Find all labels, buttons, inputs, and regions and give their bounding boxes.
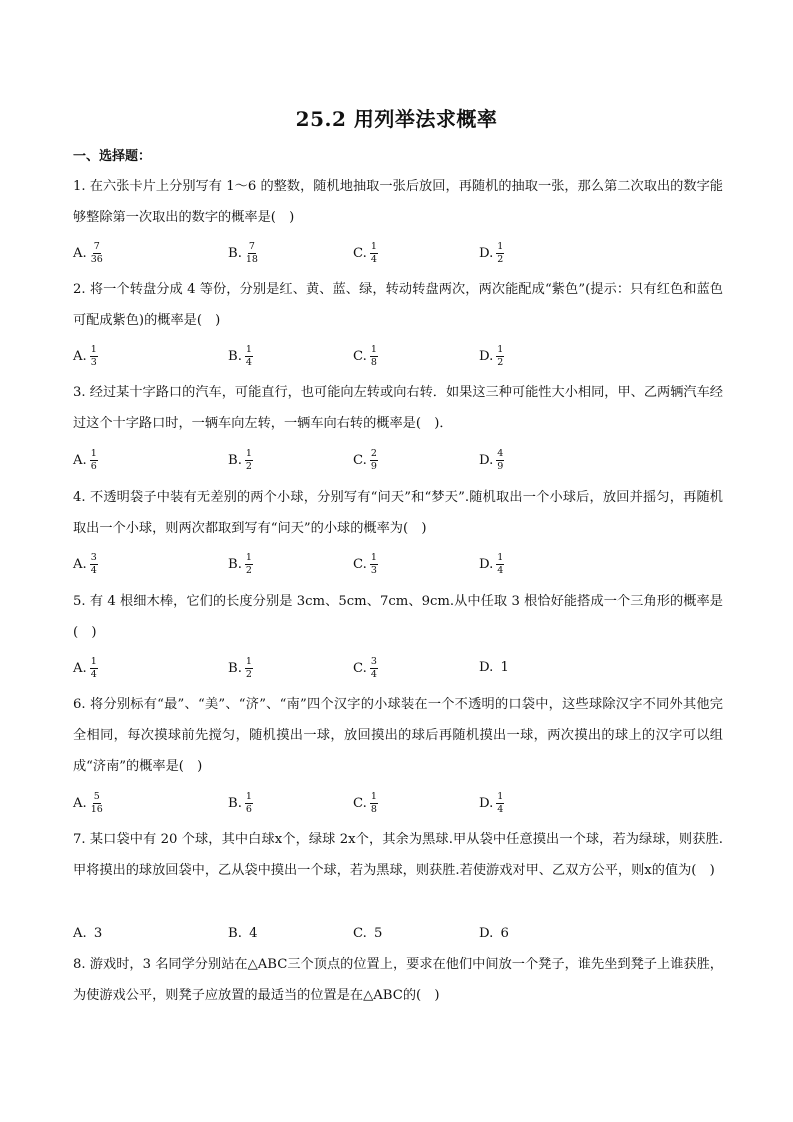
- option-label: C.: [353, 660, 367, 676]
- option-value: 4: [249, 926, 258, 941]
- option-c[interactable]: [353, 788, 378, 818]
- fraction: [90, 657, 98, 680]
- question-3-text: 3. 经过某十字路口的汽车，可能直行，也可能向左转或向右转．如果这三种可能性大小相同，甲、乙两辆汽车经过这个十字路口时，一辆车向左转，一辆车向右转的概率是( )．: [73, 385, 723, 431]
- denominator: 8: [370, 356, 377, 368]
- fraction: [245, 792, 253, 815]
- fraction: [496, 242, 504, 265]
- numerator: 1: [497, 551, 504, 563]
- option-label: C.: [353, 348, 367, 364]
- option-label: D.: [479, 660, 494, 675]
- denominator: 9: [370, 460, 377, 472]
- option-label: D.: [479, 795, 494, 811]
- question-2-options: [73, 341, 723, 371]
- fraction: [370, 345, 378, 368]
- fraction: [370, 657, 378, 680]
- denominator: 3: [90, 356, 97, 368]
- option-a[interactable]: [73, 919, 102, 949]
- denominator: 9: [497, 460, 504, 472]
- option-label: D.: [479, 245, 494, 261]
- denominator: 4: [497, 564, 504, 576]
- option-b[interactable]: [228, 238, 259, 268]
- option-label: C.: [353, 452, 367, 468]
- question-3-options: [73, 445, 723, 475]
- denominator: 6: [245, 803, 252, 815]
- question-6-text: 6. 将分别标有“最”、“美”、“济”、“南”四个汉字的小球装在一个不透明的口袋中，这些球除汉字不同外其他完全相同，每次摸球前先搅匀，随机摸出一球，放回摸出的球后再随机摸出一球，两次摸出的球上的汉字可以组成“济南”的概率是( ): [73, 697, 723, 774]
- fraction: [496, 345, 504, 368]
- option-b[interactable]: [228, 919, 257, 949]
- option-d[interactable]: [479, 919, 509, 949]
- numerator: 7: [93, 240, 100, 252]
- option-value: 3: [93, 926, 103, 941]
- option-label: A.: [73, 245, 87, 261]
- question-6-options: [73, 788, 723, 818]
- numerator: 1: [245, 551, 252, 563]
- option-label: B.: [228, 348, 242, 364]
- option-a[interactable]: [73, 238, 104, 268]
- option-label: A.: [73, 348, 87, 364]
- fraction: [90, 449, 98, 472]
- denominator: 3: [370, 564, 377, 576]
- option-d[interactable]: [479, 653, 509, 683]
- fraction: [370, 792, 378, 815]
- option-c[interactable]: [353, 445, 378, 475]
- option-label: C.: [353, 556, 367, 572]
- denominator: 4: [245, 356, 252, 368]
- fraction: [245, 657, 253, 680]
- fraction: [245, 345, 253, 368]
- numerator: 7: [248, 240, 255, 252]
- denominator: 36: [90, 253, 103, 265]
- numerator: 1: [497, 240, 504, 252]
- option-a[interactable]: [73, 788, 104, 818]
- option-c[interactable]: [353, 341, 378, 371]
- fraction: [90, 792, 104, 815]
- denominator: 6: [90, 460, 97, 472]
- numerator: 1: [370, 240, 377, 252]
- option-label: C.: [353, 926, 367, 941]
- numerator: 1: [497, 343, 504, 355]
- option-label: A.: [73, 926, 87, 941]
- fraction: [90, 242, 104, 265]
- option-label: C.: [353, 245, 367, 261]
- option-a[interactable]: [73, 341, 98, 371]
- option-b[interactable]: [228, 341, 253, 371]
- option-label: B.: [228, 452, 242, 468]
- denominator: 4: [370, 253, 377, 265]
- option-b[interactable]: [228, 653, 253, 683]
- denominator: 4: [90, 668, 97, 680]
- denominator: 2: [497, 253, 504, 265]
- option-a[interactable]: [73, 653, 98, 683]
- question-8-text: 8. 游戏时，3 名同学分别站在△ABC三个顶点的位置上，要求在他们中间放一个凳子，谁先坐到凳子上谁获胜，为使游戏公平，则凳子应放置的最适当的位置是在△ABC的( ): [73, 957, 723, 1003]
- option-label: A.: [73, 795, 87, 811]
- fraction: [90, 553, 98, 576]
- option-label: B.: [228, 926, 242, 941]
- fraction: [370, 449, 378, 472]
- numerator: 5: [93, 790, 100, 802]
- option-label: D.: [479, 452, 494, 468]
- fraction: [370, 553, 378, 576]
- page-title: 25.2 用列举法求概率: [295, 107, 498, 131]
- option-d[interactable]: [479, 238, 504, 268]
- option-d[interactable]: [479, 445, 504, 475]
- option-a[interactable]: [73, 549, 98, 579]
- denominator: 2: [245, 564, 252, 576]
- fraction: [496, 792, 504, 815]
- numerator: 1: [370, 790, 377, 802]
- option-value: 1: [500, 660, 509, 675]
- numerator: 1: [245, 343, 252, 355]
- option-c[interactable]: [353, 653, 378, 683]
- question-2-text: 2. 将一个转盘分成 4 等份，分别是红、黄、蓝、绿，转动转盘两次，两次能配成“紫色”(提示：只有红色和蓝色可配成紫色)的概率是( ): [73, 282, 723, 328]
- denominator: 2: [497, 356, 504, 368]
- option-c[interactable]: [353, 919, 382, 949]
- numerator: 1: [90, 447, 97, 459]
- option-value: 6: [500, 926, 509, 941]
- option-label: A.: [73, 556, 87, 572]
- option-label: C.: [353, 795, 367, 811]
- question-4-options: [73, 549, 723, 579]
- numerator: 2: [370, 447, 377, 459]
- option-c[interactable]: [353, 549, 378, 579]
- numerator: 1: [90, 655, 97, 667]
- option-d[interactable]: [479, 788, 504, 818]
- question-5-text: 5. 有 4 根细木棒，它们的长度分别是 3cm、5cm、7cm、9cm.从中任取 3 根恰好能搭成一个三角形的概率是( ): [73, 594, 723, 640]
- denominator: 4: [370, 668, 377, 680]
- denominator: 16: [90, 803, 103, 815]
- option-d[interactable]: [479, 549, 504, 579]
- fraction: [496, 449, 504, 472]
- option-b[interactable]: [228, 788, 253, 818]
- option-a[interactable]: [73, 445, 98, 475]
- numerator: 1: [245, 655, 252, 667]
- denominator: 2: [245, 668, 252, 680]
- option-label: A.: [73, 660, 87, 676]
- question-7-text: 7. 某口袋中有 20 个球，其中白球x个，绿球 2x个，其余为黑球.甲从袋中任意摸出一个球，若为绿球，则获胜.甲将摸出的球放回袋中，乙从袋中摸出一个球，若为黑球，则获胜.若使游戏对甲、乙双方公平，则x的值为( ): [73, 832, 723, 878]
- option-label: A.: [73, 452, 87, 468]
- denominator: 2: [245, 460, 252, 472]
- option-label: D.: [479, 926, 494, 941]
- denominator: 8: [370, 803, 377, 815]
- numerator: 1: [245, 447, 252, 459]
- option-b[interactable]: [228, 445, 253, 475]
- question-1-text: 1. 在六张卡片上分别写有 1～6 的整数，随机地抽取一张后放回，再随机的抽取一张，那么第二次取出的数字能够整除第一次取出的数字的概率是( ): [73, 179, 723, 225]
- option-label: B.: [228, 556, 242, 572]
- numerator: 3: [90, 551, 97, 563]
- fraction: [496, 553, 504, 576]
- option-label: B.: [228, 245, 242, 261]
- option-label: D.: [479, 556, 494, 572]
- fraction: [90, 345, 98, 368]
- question-7-options: [73, 919, 723, 949]
- question-4-text: 4. 不透明袋子中装有无差别的两个小球，分别写有“问天”和“梦天”.随机取出一个小球后，放回并摇匀，再随机取出一个小球，则两次都取到写有“问天”的小球的概率为( ): [73, 490, 723, 536]
- denominator: 18: [245, 253, 258, 265]
- numerator: 4: [497, 447, 504, 459]
- fraction: [245, 553, 253, 576]
- fraction: [245, 449, 253, 472]
- option-b[interactable]: [228, 549, 253, 579]
- question-1-options: [73, 238, 723, 268]
- denominator: 4: [90, 564, 97, 576]
- fraction: [245, 242, 259, 265]
- option-d[interactable]: [479, 341, 504, 371]
- option-value: 5: [374, 926, 383, 941]
- option-c[interactable]: [353, 238, 378, 268]
- numerator: 1: [90, 343, 97, 355]
- denominator: 4: [497, 803, 504, 815]
- option-label: B.: [228, 660, 242, 676]
- option-label: B.: [228, 795, 242, 811]
- fraction: [370, 242, 378, 265]
- numerator: 1: [370, 343, 377, 355]
- option-label: D.: [479, 348, 494, 364]
- numerator: 1: [370, 551, 377, 563]
- numerator: 3: [370, 655, 377, 667]
- numerator: 1: [245, 790, 252, 802]
- question-5-options: [73, 653, 723, 683]
- numerator: 1: [497, 790, 504, 802]
- section-heading: 一、选择题：: [73, 149, 152, 164]
